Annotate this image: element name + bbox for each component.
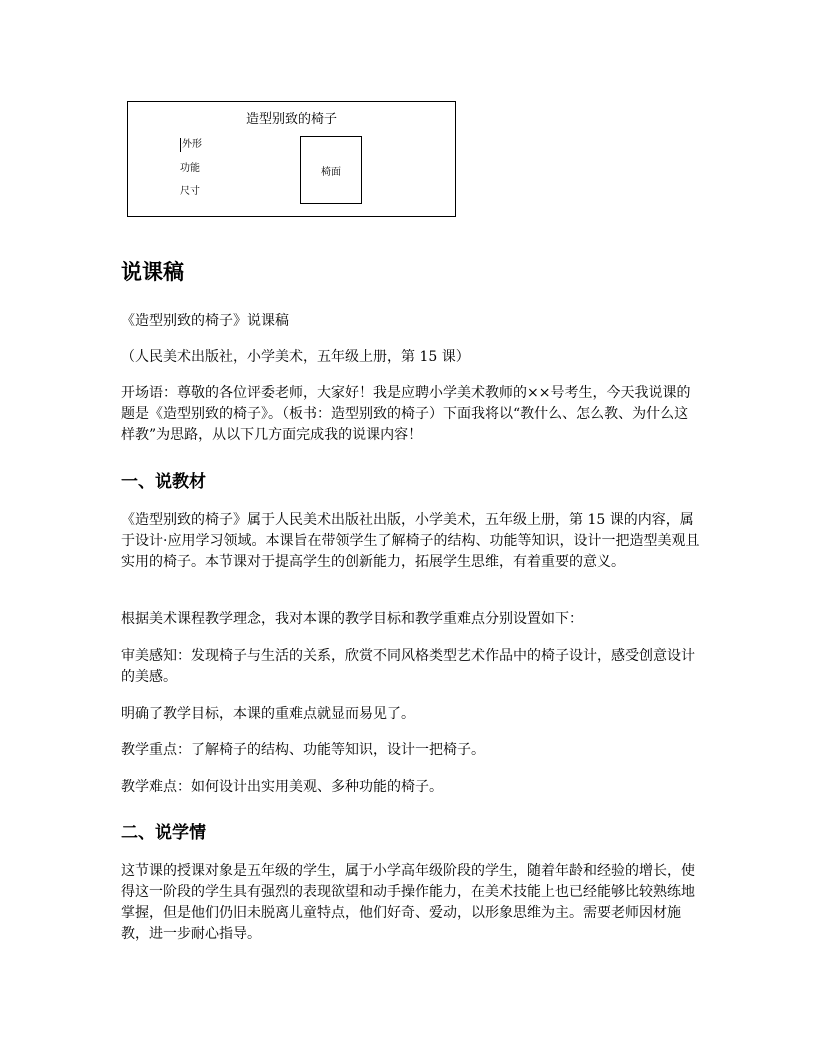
teaching-difficulty: 教学难点：如何设计出实用美观、多种功能的椅子。 bbox=[121, 779, 443, 795]
lesson-subtitle: 《造型别致的椅子》说课稿 bbox=[121, 313, 289, 329]
board-item-size: 尺寸 bbox=[180, 186, 200, 197]
textbook-paragraph-4: 明确了教学目标，本课的重难点就显而易见了。 bbox=[121, 706, 415, 722]
textbook-paragraph-1: 《造型别致的椅子》属于人民美术出版社出版，小学美术，五年级上册，第 15 课的内容，属于设计·应用学习领域。本课旨在带领学生了解椅子的结构、功能等知识，设计一把造型美观且实用的椅子。本节课对于提高学生的创新能力，拓展学生思维，有着重要的意义。 bbox=[121, 512, 700, 570]
textbook-paragraph-2: 根据美术课程教学理念，我对本课的教学目标和教学重难点分别设置如下： bbox=[121, 611, 583, 627]
board-box-label: 椅面 bbox=[321, 166, 341, 178]
board-item-appearance: 外形 bbox=[182, 139, 202, 150]
board-item-list bbox=[180, 134, 202, 203]
section-textbook-heading: 一、说教材 bbox=[121, 472, 206, 492]
board-seat-box bbox=[300, 136, 362, 204]
opening-paragraph: 开场语：尊敬的各位评委老师，大家好！我是应聘小学美术教师的××号考生，今天我说课的题是《造型别致的椅子》。（板书：造型别致的椅子）下面我将以“教什么、怎么教、为什么这样教”为思路，从以下几方面完成我的说课内容！ bbox=[121, 385, 691, 443]
publisher-info: （人民美术出版社，小学美术，五年级上册，第 15 课） bbox=[121, 349, 470, 365]
board-title: 造型别致的椅子 bbox=[245, 112, 337, 127]
board-item-function: 功能 bbox=[180, 163, 200, 174]
page-title: 说课稿 bbox=[121, 260, 184, 284]
blackboard-diagram bbox=[127, 101, 456, 217]
textbook-paragraph-3: 审美感知：发现椅子与生活的关系，欣赏不同风格类型艺术作品中的椅子设计，感受创意设计的美感。 bbox=[121, 648, 695, 685]
students-paragraph: 这节课的授课对象是五年级的学生，属于小学高年级阶段的学生，随着年龄和经验的增长，使得这一阶段的学生具有强烈的表现欲望和动手操作能力，在美术技能上也已经能够比较熟练地掌握，但是他们仍旧未脱离儿童特点，他们好奇、爱动，以形象思维为主。需要老师因材施教，进一步耐心指导。 bbox=[121, 863, 695, 942]
teaching-focus: 教学重点：了解椅子的结构、功能等知识，设计一把椅子。 bbox=[121, 742, 485, 758]
section-students-heading: 二、说学情 bbox=[121, 823, 206, 843]
